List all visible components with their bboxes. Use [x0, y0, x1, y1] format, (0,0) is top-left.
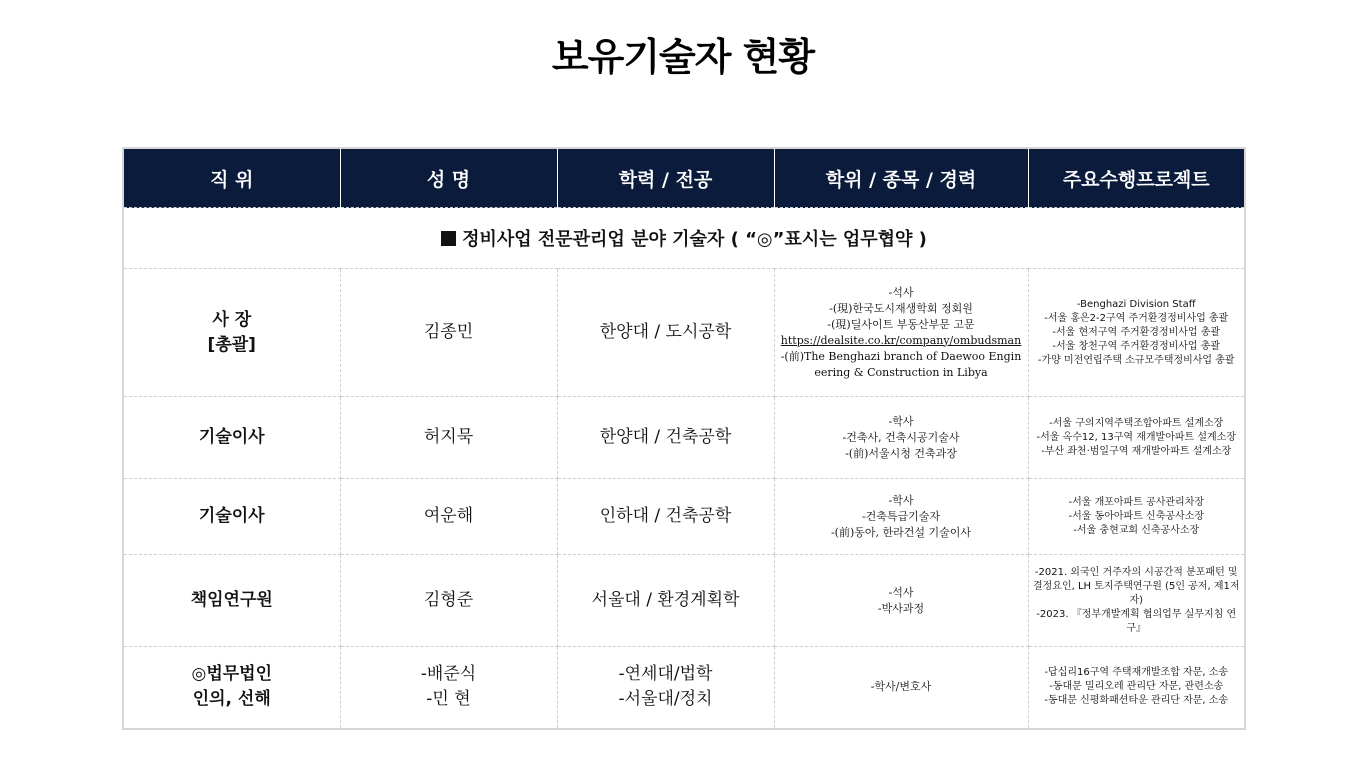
cell-line: 인하대 / 건축공학: [599, 506, 732, 526]
cell-line: -석사: [888, 285, 914, 299]
cell-line: 한양대 / 건축공학: [599, 427, 732, 447]
position-cell: [123, 269, 340, 397]
projects-cell: [1028, 647, 1245, 729]
section-row: [123, 208, 1245, 269]
cell-line: -서울 개포아파트 공사관리차장: [1068, 496, 1205, 508]
position-cell: [123, 479, 340, 555]
cell-line: -서울 홍은2-2구역 주거환경정비사업 총괄: [1044, 312, 1229, 324]
cell-line: 한양대 / 도시공학: [599, 322, 732, 342]
degree-cell: [774, 269, 1028, 397]
header-projects: 주요수행프로젝트: [1028, 148, 1245, 208]
cell-line: -학사: [888, 493, 914, 507]
cell-line: 인의, 선해: [192, 689, 271, 710]
profile-link[interactable]: https://dealsite.co.kr/company/ombudsman: [780, 333, 1022, 347]
degree-cell: [774, 647, 1028, 729]
name-cell: [340, 555, 557, 647]
cell-line: 김종민: [423, 322, 474, 342]
staff-table: [122, 147, 1246, 730]
cell-line: 기술이사: [198, 427, 265, 447]
name-cell: [340, 397, 557, 479]
projects-cell: [1028, 555, 1245, 647]
page-title: 보유기술자 현황: [551, 35, 815, 79]
education-cell: [557, 397, 774, 479]
cell-line: -서울대/정치: [618, 689, 713, 710]
name-cell: [340, 479, 557, 555]
cell-line: -서울 충현교회 신축공사소장: [1073, 524, 1200, 536]
cell-line: 김형준: [423, 590, 474, 610]
section-title: [123, 208, 1245, 269]
cell-line: -동대문 밀리오레 관리단 자문, 관련소송: [1049, 681, 1224, 693]
table-row: [123, 479, 1245, 555]
cell-line: ◎법무법인: [191, 664, 273, 685]
table-row: [123, 397, 1245, 479]
header-education: 학력 / 전공: [557, 148, 774, 208]
degree-cell: [774, 555, 1028, 647]
header-degree: 학위 / 종목 / 경력: [774, 148, 1028, 208]
name-cell: [340, 269, 557, 397]
degree-cell: [774, 397, 1028, 479]
cell-line: 서울대 / 환경계획학: [591, 590, 740, 610]
projects-cell: [1028, 479, 1245, 555]
square-bullet-icon: [441, 231, 456, 246]
cell-line: -서울 현저구역 주거환경정비사업 총괄: [1052, 326, 1221, 338]
cell-line: -부산 좌천·범일구역 재개발아파트 설계소장: [1041, 445, 1232, 457]
cell-line: 사 장: [212, 309, 252, 330]
cell-line: -서울 구의지역주택조합아파트 설계소장: [1049, 417, 1224, 429]
cell-line: -학사: [888, 414, 914, 428]
education-cell: [557, 647, 774, 729]
position-cell: [123, 555, 340, 647]
cell-line: -서울 옥수12, 13구역 재개발아파트 설계소장: [1036, 431, 1236, 443]
projects-cell: [1028, 269, 1245, 397]
cell-line: -민 현: [426, 689, 471, 710]
section-title-text: 정비사업 전문관리업 분야 기술자 ( “◎”표시는 업무협약 ): [462, 229, 927, 250]
table-row: [123, 555, 1245, 647]
cell-line: 여운해: [423, 506, 474, 526]
cell-line: -서울 창천구역 주거환경정비사업 총괄: [1052, 340, 1221, 352]
header-name: 성 명: [340, 148, 557, 208]
cell-line: -(現)딜사이트 부동산부문 고문: [827, 317, 975, 331]
cell-line: -Benghazi Division Staff: [1076, 298, 1196, 310]
education-cell: [557, 479, 774, 555]
cell-line: 허지묵: [423, 427, 474, 447]
education-cell: [557, 269, 774, 397]
degree-cell: [774, 479, 1028, 555]
cell-line: [총괄]: [207, 334, 256, 355]
cell-line: -박사과정: [877, 601, 925, 615]
cell-line: -2023. 『정부개발계획 협의업무 실무지침 연구』: [1036, 608, 1237, 634]
cell-line: -연세대/법학: [618, 664, 713, 685]
cell-line: -(現)한국도시재생학회 정회원: [829, 301, 973, 315]
position-cell: [123, 397, 340, 479]
cell-line: -(前)동아, 한라건설 기술이사: [830, 525, 972, 539]
table-row: [123, 269, 1245, 397]
header-position: 직 위: [123, 148, 340, 208]
cell-line: -(前)서울시청 건축과장: [845, 446, 957, 460]
cell-line: -서울 동아아파트 신축공사소장: [1068, 510, 1205, 522]
cell-line: -학사/변호사: [870, 680, 932, 694]
education-cell: [557, 555, 774, 647]
table-row: [123, 647, 1245, 729]
cell-line: -동대문 신평화패션타운 관리단 자문, 소송: [1044, 695, 1229, 707]
cell-line: -2021. 외국인 거주자의 시공간적 분포패턴 및 결정요인, LH 토지주택연구원 (5인 공저, 제1저자): [1032, 566, 1240, 606]
projects-cell: [1028, 397, 1245, 479]
name-cell: [340, 647, 557, 729]
cell-line: -답십리16구역 주택재개발조합 자문, 소송: [1044, 667, 1229, 679]
cell-line: -배준식: [420, 664, 477, 685]
cell-line: -가양 미전연립주택 소규모주택정비사업 총괄: [1037, 354, 1235, 366]
cell-line: 기술이사: [198, 506, 265, 526]
cell-line: -(前)The Benghazi branch of Daewoo Engineering & Construction in Libya: [780, 349, 1022, 379]
cell-line: -건축특급기술자: [861, 509, 941, 523]
cell-line: -건축사, 건축시공기술사: [842, 430, 960, 444]
position-cell: [123, 647, 340, 729]
cell-line: -석사: [888, 585, 914, 599]
table-header-row: [123, 148, 1245, 208]
cell-line: 책임연구원: [190, 590, 273, 610]
